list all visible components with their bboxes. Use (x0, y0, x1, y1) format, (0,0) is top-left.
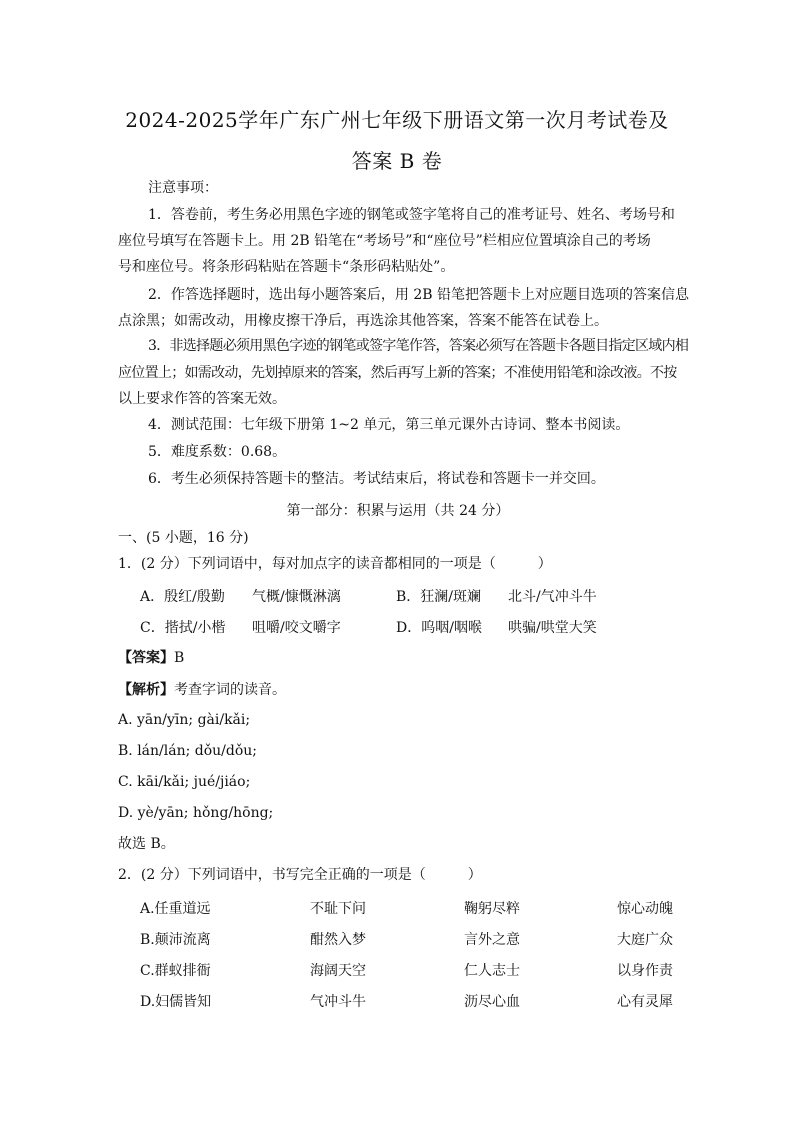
notice-item-2-cont: 点涂黑；如需改动，用橡皮擦干净后，再选涂其他答案，答案不能答在试卷上。 (118, 313, 608, 329)
q2-option-c-4: 以身作责 (617, 963, 673, 979)
notice-item-3-cont: 应位置上；如需改动，先划掉原来的答案，然后再写上新的答案；不准使用铅笔和涂改液。不按 (118, 365, 677, 381)
notice-item-1-cont: 座位号填写在答题卡上。用 2B 铅笔在“考场号”和“座位号”栏相应位置填涂自己的考场 (118, 233, 651, 249)
notice-item-1-cont2: 号和座位号。将条形码粘贴在答题卡“条形码粘贴处”。 (118, 259, 455, 275)
q1-analysis-b: B. lán/lán; dǒu/dǒu; (118, 743, 258, 759)
q2-option-c-1: C.群蚁排衙 (140, 963, 211, 979)
exam-title-line1: 2024-2025学年广东广州七年级下册语文第一次月考试卷及 (125, 108, 669, 132)
q2-option-d-4: 心有灵犀 (617, 994, 673, 1010)
q1-option-d-2: 哄骗/哄堂大笑 (508, 620, 597, 636)
q2-option-a-2: 不耻下问 (310, 901, 366, 917)
q2-option-a-1: A.任重道远 (140, 901, 211, 917)
q2-option-b-3: 言外之意 (464, 932, 520, 948)
exam-title-line2: 答案 B 卷 (351, 149, 443, 173)
part1-title: 第一部分：积累与运用（共 24 分） (286, 503, 510, 519)
q1-option-c-1: C．揩拭/小楷 (140, 620, 226, 636)
q2-option-b-1: B.颠沛流离 (140, 932, 211, 948)
q1-stem: 1．(2 分）下列词语中，每对加点字的读音都相同的一项是（ ） (118, 556, 552, 572)
q2-option-a-3: 鞠躬尽粹 (464, 901, 520, 917)
analysis-label: 【解析】 (118, 682, 174, 698)
q1-analysis-c: C. kāi/kǎi; jué/jiáo; (118, 774, 251, 790)
analysis-text: 考查字词的读音。 (174, 682, 286, 698)
q2-option-b-4: 大庭广众 (617, 932, 673, 948)
q2-option-c-3: 仁人志士 (464, 963, 520, 979)
q2-option-c-2: 海阔天空 (310, 963, 366, 979)
answer-label: 【答案】 (118, 650, 174, 666)
answer-value: B (174, 650, 185, 666)
q2-option-d-3: 沥尽心血 (464, 994, 520, 1010)
notice-item-3-cont2: 以上要求作答的答案无效。 (118, 391, 286, 407)
section1-heading: 一、(5 小题，16 分) (118, 530, 249, 546)
q2-option-b-2: 酣然入梦 (310, 932, 366, 948)
q1-option-a-1: A．殷红/殷勤 (140, 589, 225, 605)
q1-option-a-2: 气概/慷慨淋漓 (252, 589, 341, 605)
q1-option-b-2: 北斗/气冲斗牛 (508, 589, 597, 605)
notice-heading: 注意事项： (148, 180, 218, 196)
notice-item-2: 2．作答选择题时，选出每小题答案后，用 2B 铅笔把答题卡上对应题目选项的答案信息 (148, 287, 690, 303)
q2-stem: 2．(2 分）下列词语中，书写完全正确的一项是（ ） (118, 867, 482, 883)
notice-item-3: 3．非选择题必须用黑色字迹的钢笔或签字笔作答，答案必须写在答题卡各题目指定区域内相 (148, 338, 689, 354)
notice-item-4: 4．测试范围：七年级下册第 1~2 单元，第三单元课外古诗词、整本书阅读。 (148, 417, 630, 433)
notice-item-5: 5．难度系数：0.68。 (148, 444, 287, 460)
q1-option-c-2: 咀嚼/咬文嚼字 (252, 620, 341, 636)
q1-analysis-d: D. yè/yān; hǒng/hōng; (118, 805, 274, 821)
q1-analysis (118, 677, 678, 703)
q2-option-a-4: 惊心动魄 (617, 901, 673, 917)
q1-option-b-1: B．狂澜/斑斓 (396, 589, 482, 605)
q2-option-d-2: 气冲斗牛 (310, 994, 366, 1010)
q1-option-d-1: D．呜咽/咽喉 (396, 620, 482, 636)
notice-item-6: 6．考生必须保持答题卡的整洁。考试结束后，将试卷和答题卡一并交回。 (148, 471, 605, 487)
notice-item-1: 1．答卷前，考生务必用黑色字迹的钢笔或签字笔将自己的准考证号、姓名、考场号和 (148, 207, 675, 223)
q1-answer (118, 645, 678, 671)
q1-analysis-a: A. yān/yīn; gài/kǎi; (118, 712, 251, 728)
q1-conclusion: 故选 B。 (118, 836, 175, 852)
q2-option-d-1: D.妇儒皆知 (140, 994, 212, 1010)
